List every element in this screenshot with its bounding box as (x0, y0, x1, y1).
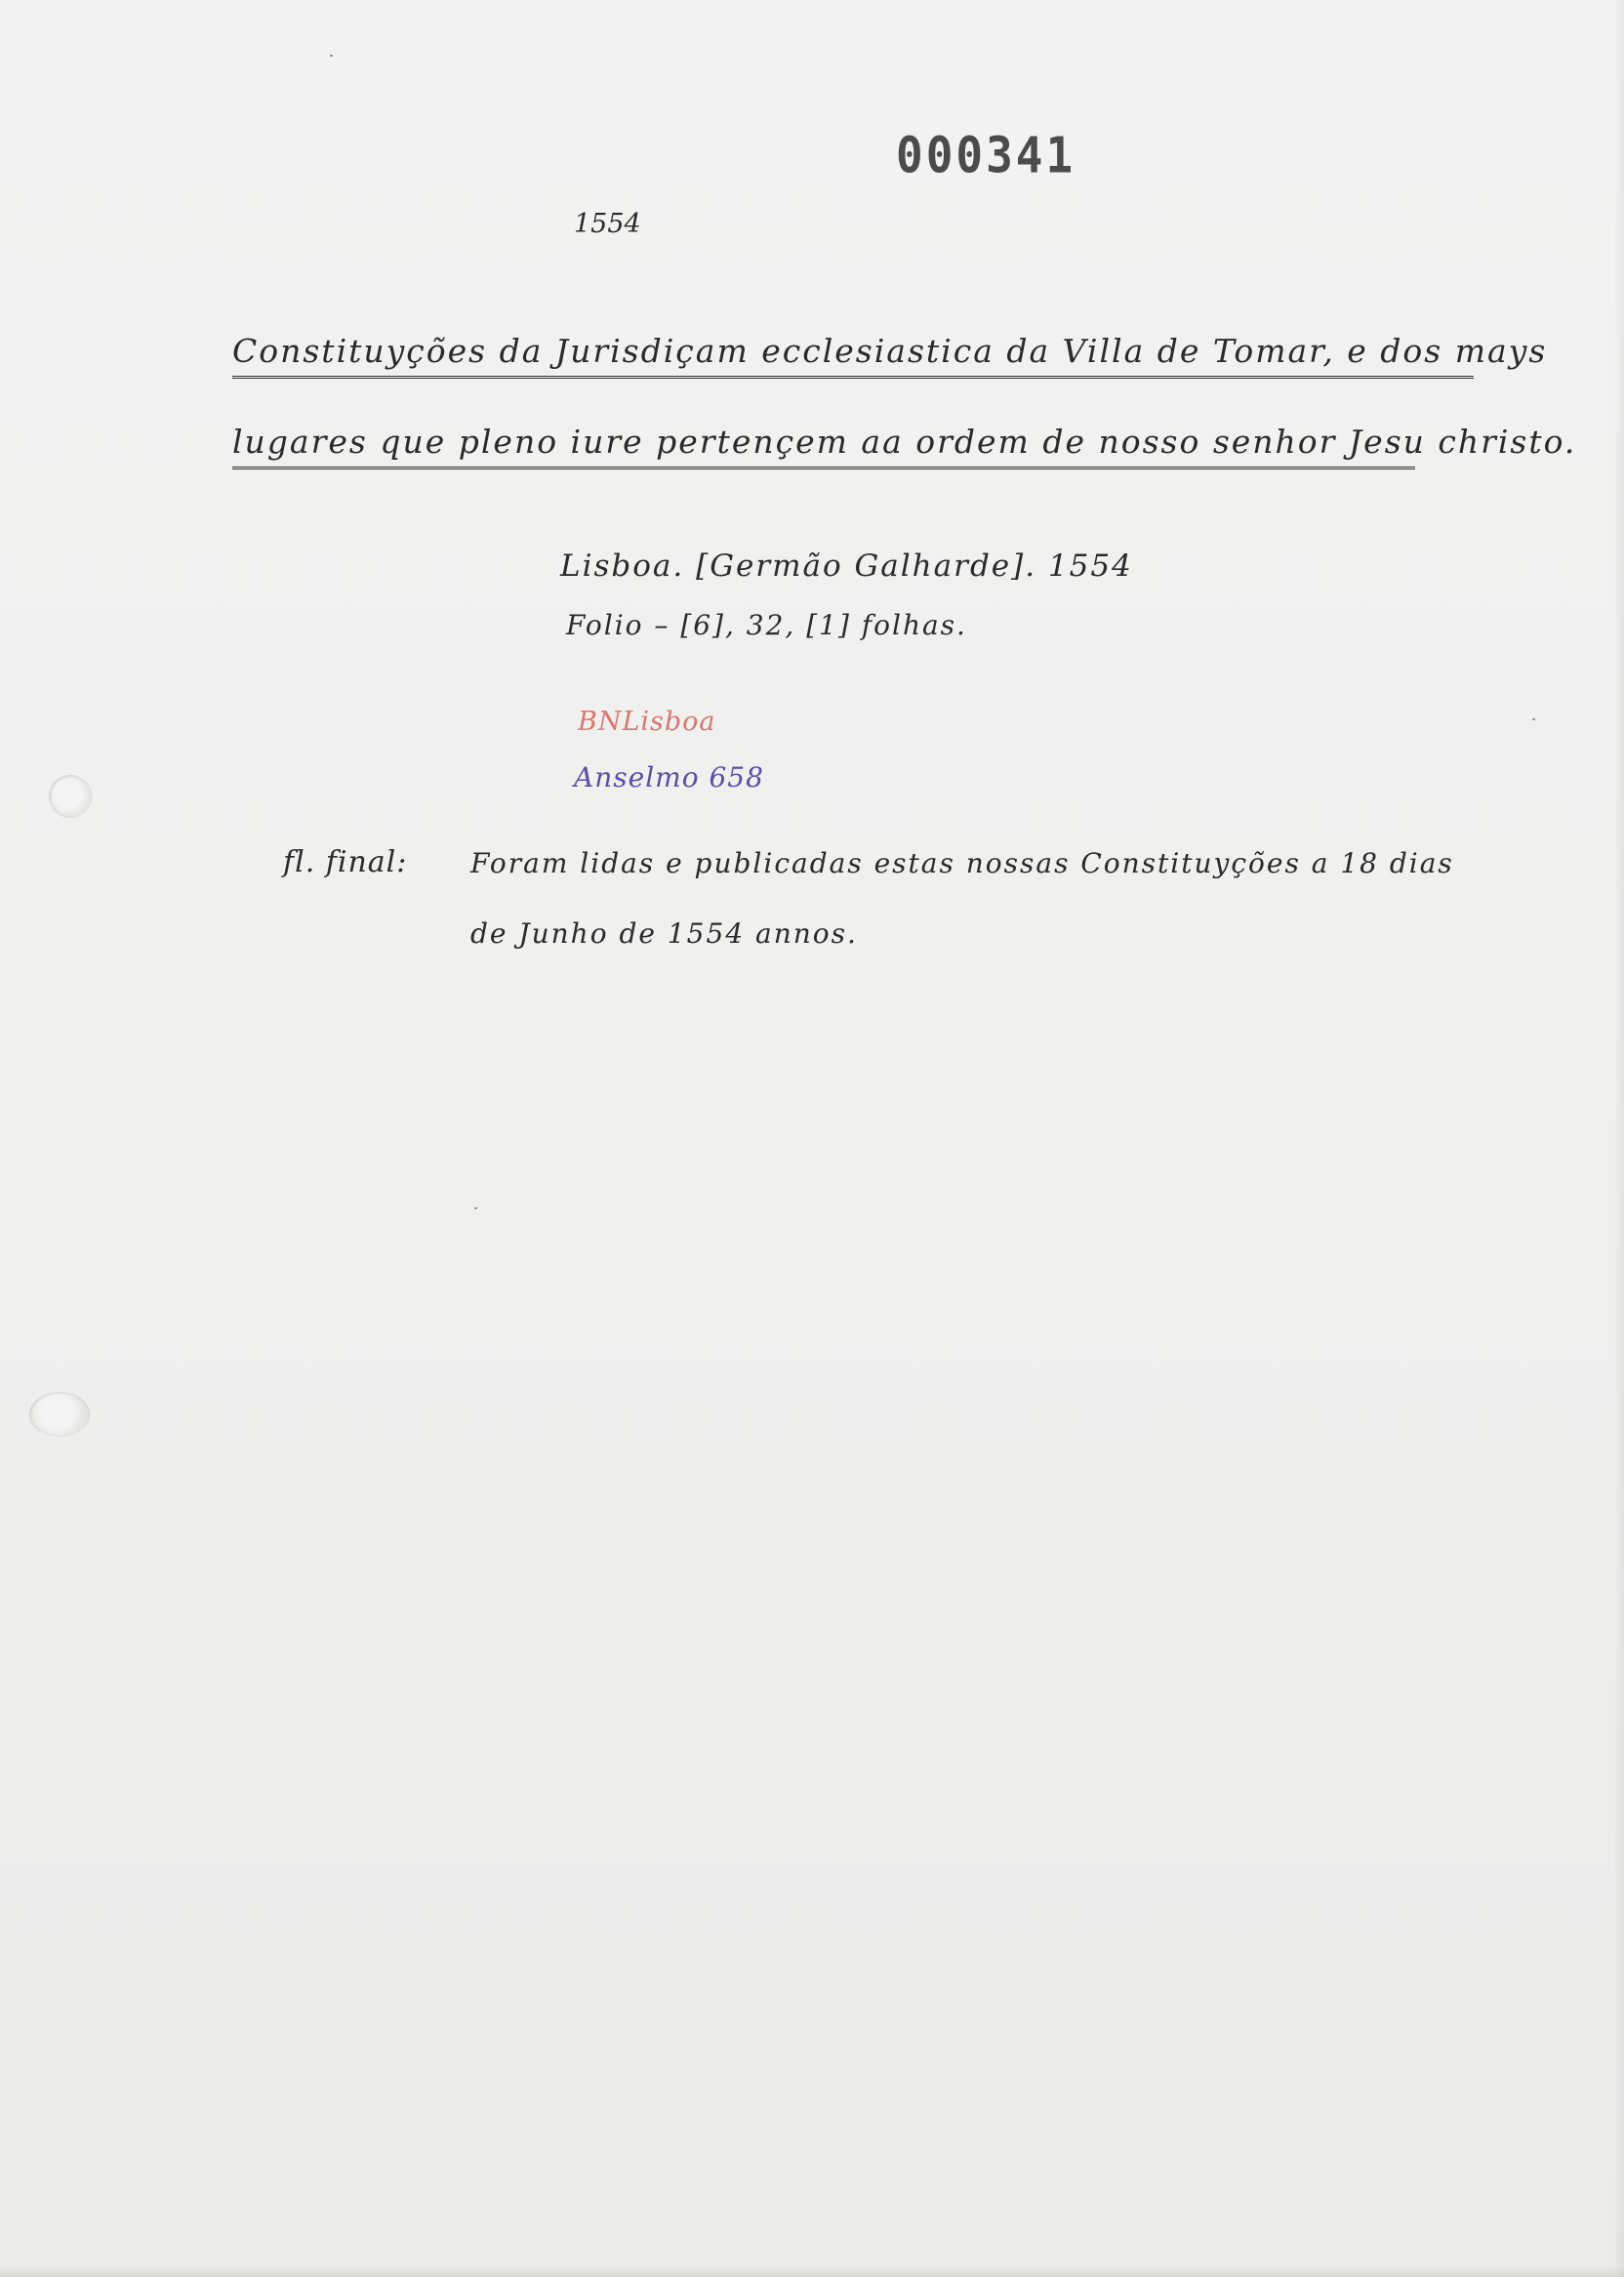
paper-speck (1532, 718, 1535, 720)
paper-speck (474, 1207, 477, 1209)
paper-bottom-shadow (0, 2265, 1624, 2277)
holding-library: BNLisboa (578, 707, 716, 737)
paper-speck (330, 55, 333, 57)
catalog-stamp-number: 000341 (896, 126, 1076, 184)
title-line-1: Constituyções da Jurisdiçam ecclesiastica da Villa de Tomar, e dos mays (232, 332, 1474, 379)
collation-line: Folio – [6], 32, [1] folhas. (566, 609, 967, 641)
publication-year: 1554 (574, 209, 641, 239)
imprint-line: Lisboa. [Germão Galharde]. 1554 (560, 549, 1133, 584)
final-note-line-1: Foram lidas e publicadas estas nossas Constituyções a 18 dias (470, 847, 1454, 879)
punch-hole-upper (49, 775, 92, 818)
holding-reference: Anselmo 658 (574, 761, 764, 793)
final-note-line-2: de Junho de 1554 annos. (470, 917, 858, 950)
punch-hole-lower (29, 1392, 90, 1437)
title-line-2: lugares que pleno iure pertençem aa ordem de nosso senhor Jesu christo. (232, 423, 1415, 469)
paper-edge-shadow (1614, 0, 1624, 2277)
final-note-label: fl. final: (283, 845, 408, 879)
